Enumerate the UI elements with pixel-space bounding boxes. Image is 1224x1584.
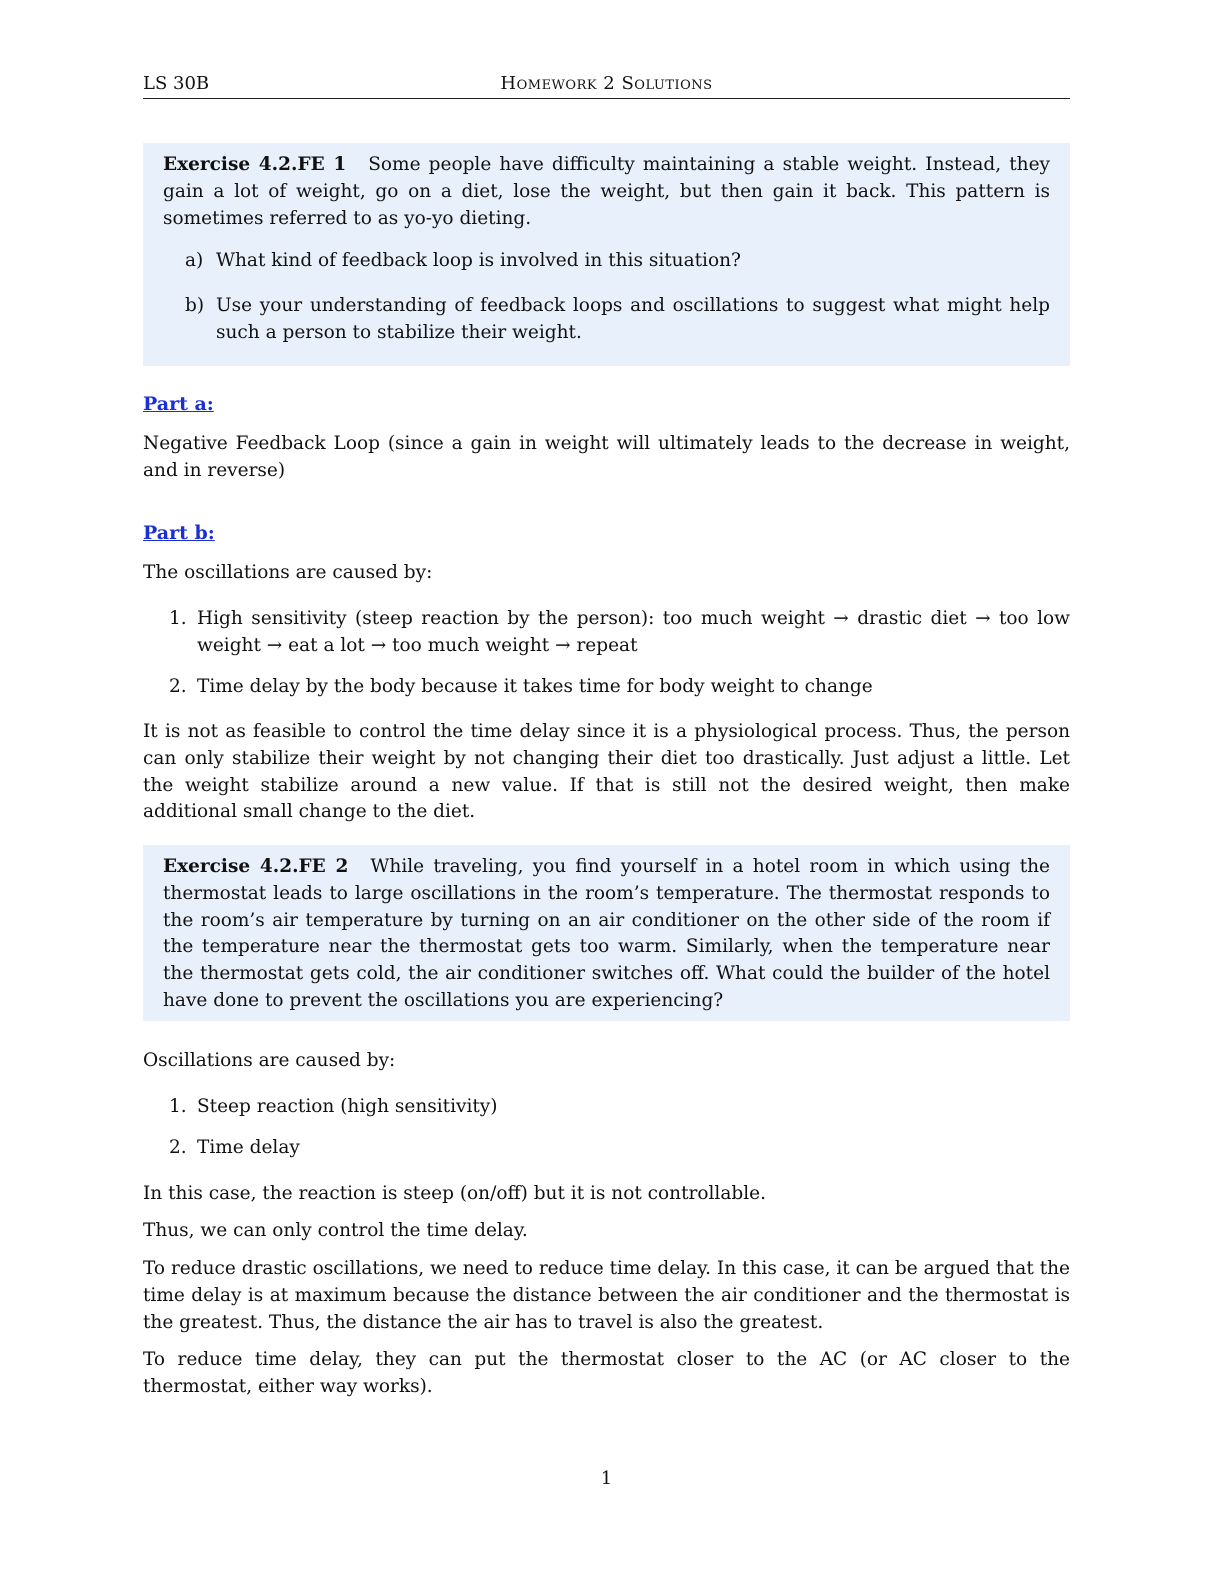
exercise-1-questions (163, 248, 1050, 346)
page-header (143, 72, 1070, 99)
question-text: Use your understanding of feedback loops and oscillations to suggest what might help such a person to stabilize their weight. (216, 295, 1050, 343)
answer-2-paragraph-4: To reduce time delay, they can put the thermostat closer to the AC (or AC closer to the thermostat, either way works). (143, 1349, 1070, 1397)
exercise-2-statement (163, 854, 1050, 1015)
part-b-conclusion: It is not as feasible to control the time delay since it is a physiological process. Thus, the person can only stabilize their weight by not changing their diet too drastically. Just adjust a little. Let the weight stabilize around a new value. If that is still not the desired weight, then make additional small change to the diet. (143, 721, 1070, 823)
list-item (143, 1135, 1070, 1162)
list-item (143, 674, 1070, 701)
answer-2-paragraph-2: Thus, we can only control the time delay. (143, 1220, 528, 1241)
part-b-causes-list (143, 606, 1070, 700)
part-b-intro: The oscillations are caused by: (143, 562, 433, 583)
exercise-2-label: Exercise 4.2.FE 2 (163, 856, 349, 877)
part-a-answer: Negative Feedback Loop (since a gain in weight will ultimately leads to the decrease in weight, and in reverse) (143, 433, 1070, 481)
answer-2-causes-list (143, 1094, 1070, 1162)
question-marker: a) (185, 250, 204, 272)
list-number: 1. (169, 608, 187, 629)
list-number: 2. (169, 1136, 187, 1158)
answer-2-paragraph-3: To reduce drastic oscillations, we need to reduce time delay. In this case, it can be argued that the time delay is at maximum because the distance between the air conditioner and the thermostat is the greatest. Thus, the distance the air has to travel is also the greatest. (143, 1258, 1070, 1333)
page-number: 1 (600, 1468, 613, 1489)
list-text: Time delay by the body because it takes time for body weight to change (197, 675, 873, 697)
answer-2-paragraph-1: In this case, the reaction is steep (on/off) but it is not controllable. (143, 1183, 766, 1204)
exercise-1-box (143, 143, 1070, 366)
answer-2-intro: Oscillations are caused by: (143, 1050, 396, 1071)
question-marker: b) (185, 295, 205, 317)
list-text: Time delay (197, 1136, 300, 1158)
exercise-2-box (143, 845, 1070, 1021)
list-text: Steep reaction (high sensitivity) (197, 1096, 498, 1117)
part-a-heading: Part a: (143, 393, 214, 415)
document-title: Homework 2 Solutions (500, 73, 713, 94)
list-text: High sensitivity (steep reaction by the person): too much weight → drastic diet → too low weight → eat a lot → too much weight → repeat (197, 608, 1070, 656)
list-item (143, 1094, 1070, 1121)
part-b-heading: Part b: (143, 522, 215, 544)
question-a (163, 248, 1050, 275)
exercise-1-statement (163, 152, 1050, 232)
exercise-2-text: While traveling, you find yourself in a hotel room in which using the thermostat leads to large oscillations in the room’s temperature. The thermostat responds to the room’s air temperature by turning on an air conditioner on the other side of the room if the temperature near the thermostat gets too warm. Similarly, when the temperature near the thermostat gets cold, the air conditioner switches off. What could the builder of the hotel have done to prevent the oscillations you are experiencing? (163, 856, 1050, 1011)
course-code: LS 30B (143, 73, 210, 94)
list-number: 2. (169, 675, 187, 697)
list-item (143, 606, 1070, 660)
question-text: What kind of feedback loop is involved in this situation? (216, 250, 741, 272)
question-b (163, 293, 1050, 347)
exercise-1-text: Some people have difficulty maintaining a stable weight. Instead, they gain a lot of weight, go on a diet, lose the weight, but then gain it back. This pattern is sometimes referred to as yo-yo dieting. (163, 154, 1050, 229)
list-number: 1. (169, 1096, 187, 1117)
exercise-1-label: Exercise 4.2.FE 1 (163, 154, 347, 175)
